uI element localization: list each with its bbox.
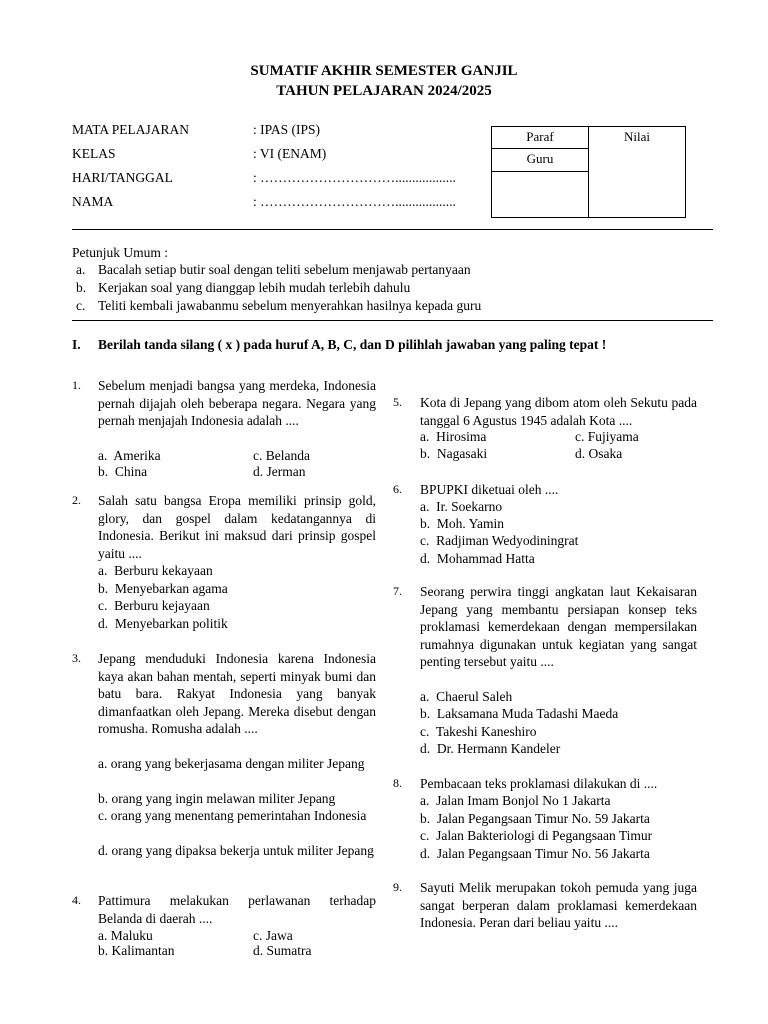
option-text: Jalan Imam Bonjol No 1 Jakarta xyxy=(436,793,611,808)
option-letter: a. xyxy=(98,928,108,943)
option-text: orang yang ingin melawan militer Jepang xyxy=(111,791,336,806)
option-letter: d. xyxy=(98,616,109,631)
option-text: Chaerul Saleh xyxy=(436,689,513,704)
option-letter: c. xyxy=(420,533,430,548)
option-letter: c. xyxy=(98,598,108,613)
question-number: 3. xyxy=(72,651,81,665)
instructions-heading: Petunjuk Umum : xyxy=(72,245,169,260)
option-letter: c. xyxy=(420,724,430,739)
option-text: Ir. Soekarno xyxy=(436,499,503,514)
option-text: Jalan Bakteriologi di Pegangsaan Timur xyxy=(436,828,653,843)
exam-year: TAHUN PELAJARAN 2024/2025 xyxy=(276,83,492,99)
option-letter: c. xyxy=(253,928,263,943)
option-text: Fujiyama xyxy=(587,429,639,444)
option-text: Jalan Pegangsaan Timur No. 56 Jakarta xyxy=(436,846,650,861)
question-text: Jepang menduduki Indonesia karena Indonesia kaya akan bahan mentah, seperti minyak bumi dan batu bara. Rakyat Indonesia yang banyak dimanfaatkan oleh Jepang. Mereka disebut dengan romusha. Romusha adalah .... xyxy=(98,651,376,736)
option-text: Osaka xyxy=(588,446,623,461)
option-letter: d. xyxy=(253,943,264,958)
option-c[interactable] xyxy=(420,723,537,741)
option-letter: a. xyxy=(420,499,430,514)
option-letter: a. xyxy=(98,756,108,771)
option-letter: a. xyxy=(420,429,430,444)
question-number: 4. xyxy=(72,893,81,907)
question-text: Pembacaan teks proklamasi dilakukan di .... xyxy=(420,776,658,791)
option-text: Menyebarkan agama xyxy=(114,581,228,596)
option-c[interactable] xyxy=(420,827,652,845)
option-b[interactable] xyxy=(98,580,228,598)
option-letter: b. xyxy=(98,791,109,806)
option-text: Laksamana Muda Tadashi Maeda xyxy=(436,706,619,721)
option-text: orang yang bekerjasama dengan militer Jepang xyxy=(110,756,365,771)
option-letter: b. xyxy=(98,581,109,596)
section-number: I. xyxy=(72,337,81,352)
question-text: Sayuti Melik merupakan tokoh pemuda yang juga sangat berperan dalam proklamasi kemerdekaan Indonesia. Peran dari beliau yaitu .... xyxy=(420,880,697,930)
question-text: BPUPKI diketuai oleh .... xyxy=(420,482,559,497)
option-letter: b. xyxy=(420,706,431,721)
option-c[interactable] xyxy=(98,597,210,615)
paraf-sign-area[interactable] xyxy=(492,171,589,217)
guru-cell: Guru xyxy=(492,149,589,171)
option-c[interactable] xyxy=(420,532,578,550)
option-letter: c. xyxy=(253,448,263,463)
option-d[interactable] xyxy=(253,463,305,481)
instruction-item: Bacalah setiap butir soal dengan teliti sebelum menjawab pertanyaan xyxy=(98,262,471,277)
option-b[interactable] xyxy=(420,445,487,463)
info-value-class: : VI (ENAM) xyxy=(253,146,327,161)
option-a[interactable] xyxy=(420,498,502,516)
option-letter: b. xyxy=(420,516,431,531)
option-d[interactable] xyxy=(420,845,650,863)
option-a[interactable] xyxy=(98,562,213,580)
question-number: 1. xyxy=(72,378,81,392)
option-b[interactable] xyxy=(420,705,618,723)
question-number: 8. xyxy=(393,776,402,790)
option-a[interactable] xyxy=(98,447,161,465)
option-letter: b. xyxy=(420,446,431,461)
option-b[interactable] xyxy=(420,515,504,533)
option-d[interactable] xyxy=(98,842,376,860)
option-letter: c. xyxy=(420,828,430,843)
option-letter: a. xyxy=(98,563,108,578)
option-text: Dr. Hermann Kandeler xyxy=(436,741,561,756)
question-number: 7. xyxy=(393,584,402,598)
header-divider xyxy=(72,229,713,230)
option-letter: c. xyxy=(575,429,585,444)
option-letter: d. xyxy=(253,464,264,479)
option-text: orang yang dipaksa bekerja untuk militer Jepang xyxy=(111,843,374,858)
option-d[interactable] xyxy=(420,740,560,758)
question-text: Seorang perwira tinggi angkatan laut Kekaisaran Jepang yang membantu persiapan konsep teks proklamasi kemerdekaan dengan mempersilakan rumahnya digunakan untuk kegiatan yang sangat penting tersebut yaitu .... xyxy=(420,584,697,669)
option-a[interactable] xyxy=(420,688,512,706)
question-text: Pattimura melakukan perlawanan terhadap Belanda di daerah .... xyxy=(98,893,376,926)
option-text: orang yang menentang pemerintahan Indonesia xyxy=(110,808,367,823)
question-text: Sebelum menjadi bangsa yang merdeka, Indonesia pernah dijajah oleh beberapa negara. Negara yang pernah menjajah Indonesia adalah .... xyxy=(98,378,376,428)
option-text: Maluku xyxy=(110,928,153,943)
info-label-date: HARI/TANGGAL xyxy=(72,170,173,185)
option-text: Jalan Pegangsaan Timur No. 59 Jakarta xyxy=(436,811,650,826)
instructions-divider xyxy=(72,320,713,321)
signature-score-box xyxy=(491,126,686,218)
option-a[interactable] xyxy=(420,792,610,810)
question-number: 5. xyxy=(393,395,402,409)
info-value-name[interactable]: : ………………………….................. xyxy=(253,194,456,209)
option-text: Belanda xyxy=(265,448,310,463)
option-letter: a. xyxy=(420,793,430,808)
instruction-item: Kerjakan soal yang dianggap lebih mudah terlebih dahulu xyxy=(98,280,411,295)
option-text: Jerman xyxy=(266,464,306,479)
option-text: Takeshi Kaneshiro xyxy=(435,724,537,739)
option-letter: c. xyxy=(98,808,108,823)
option-letter: d. xyxy=(420,846,431,861)
option-text: Kalimantan xyxy=(111,943,175,958)
instruction-letter: a. xyxy=(76,262,86,277)
option-text: Hirosima xyxy=(436,429,487,444)
info-label-class: KELAS xyxy=(72,146,116,161)
option-text: Radjiman Wedyodiningrat xyxy=(436,533,579,548)
option-b[interactable] xyxy=(98,790,376,808)
option-letter: b. xyxy=(98,464,109,479)
option-d[interactable] xyxy=(420,550,535,568)
option-letter: d. xyxy=(575,446,586,461)
option-text: Jawa xyxy=(265,928,293,943)
option-letter: d. xyxy=(420,551,431,566)
instruction-letter: b. xyxy=(76,280,87,295)
option-text: Moh. Yamin xyxy=(436,516,505,531)
option-c[interactable] xyxy=(575,428,639,446)
option-letter: b. xyxy=(420,811,431,826)
info-value-subject: : IPAS (IPS) xyxy=(253,122,321,137)
option-letter: a. xyxy=(420,689,430,704)
info-label-subject: MATA PELAJARAN xyxy=(72,122,190,137)
option-b[interactable] xyxy=(98,463,147,481)
question-number: 9. xyxy=(393,880,402,894)
info-value-date[interactable]: : ………………………….................. xyxy=(253,170,456,185)
option-letter: b. xyxy=(98,943,109,958)
section-instruction: Berilah tanda silang ( x ) pada huruf A, B, C, dan D pilihlah jawaban yang paling tepat ! xyxy=(98,337,607,352)
option-b[interactable] xyxy=(420,810,650,828)
option-text: Sumatra xyxy=(266,943,312,958)
option-d[interactable] xyxy=(98,615,228,633)
option-text: Menyebarkan politik xyxy=(114,616,228,631)
option-b[interactable] xyxy=(98,942,174,960)
option-a[interactable] xyxy=(98,755,376,773)
question-number: 2. xyxy=(72,493,81,507)
option-c[interactable] xyxy=(98,807,376,825)
option-d[interactable] xyxy=(253,942,312,960)
info-label-name: NAMA xyxy=(72,194,114,209)
option-d[interactable] xyxy=(575,445,622,463)
option-letter: d. xyxy=(98,843,109,858)
option-text: Berburu kekayaan xyxy=(114,563,213,578)
instruction-letter: c. xyxy=(76,298,86,313)
option-text: Amerika xyxy=(113,448,161,463)
paraf-cell: Paraf xyxy=(492,127,589,149)
question-text: Salah satu bangsa Eropa memiliki prinsip gold, glory, dan gospel dalam kedatangannya di Indonesia. Berikut ini maksud dari prinsip gospel yaitu .... xyxy=(98,493,376,561)
instruction-item: Teliti kembali jawabanmu sebelum menyerahkan hasilnya kepada guru xyxy=(98,298,482,313)
option-text: China xyxy=(114,464,148,479)
option-a[interactable] xyxy=(420,428,486,446)
option-text: Nagasaki xyxy=(436,446,488,461)
exam-title: SUMATIF AKHIR SEMESTER GANJIL xyxy=(250,63,518,79)
nilai-cell[interactable]: Nilai xyxy=(589,127,686,218)
question-number: 6. xyxy=(393,482,402,496)
option-letter: a. xyxy=(98,448,108,463)
question-text: Kota di Jepang yang dibom atom oleh Sekutu pada tanggal 6 Agustus 1945 adalah Kota .... xyxy=(420,395,697,428)
option-letter: d. xyxy=(420,741,431,756)
option-text: Berburu kejayaan xyxy=(114,598,210,613)
option-text: Mohammad Hatta xyxy=(436,551,535,566)
option-c[interactable] xyxy=(253,447,310,465)
